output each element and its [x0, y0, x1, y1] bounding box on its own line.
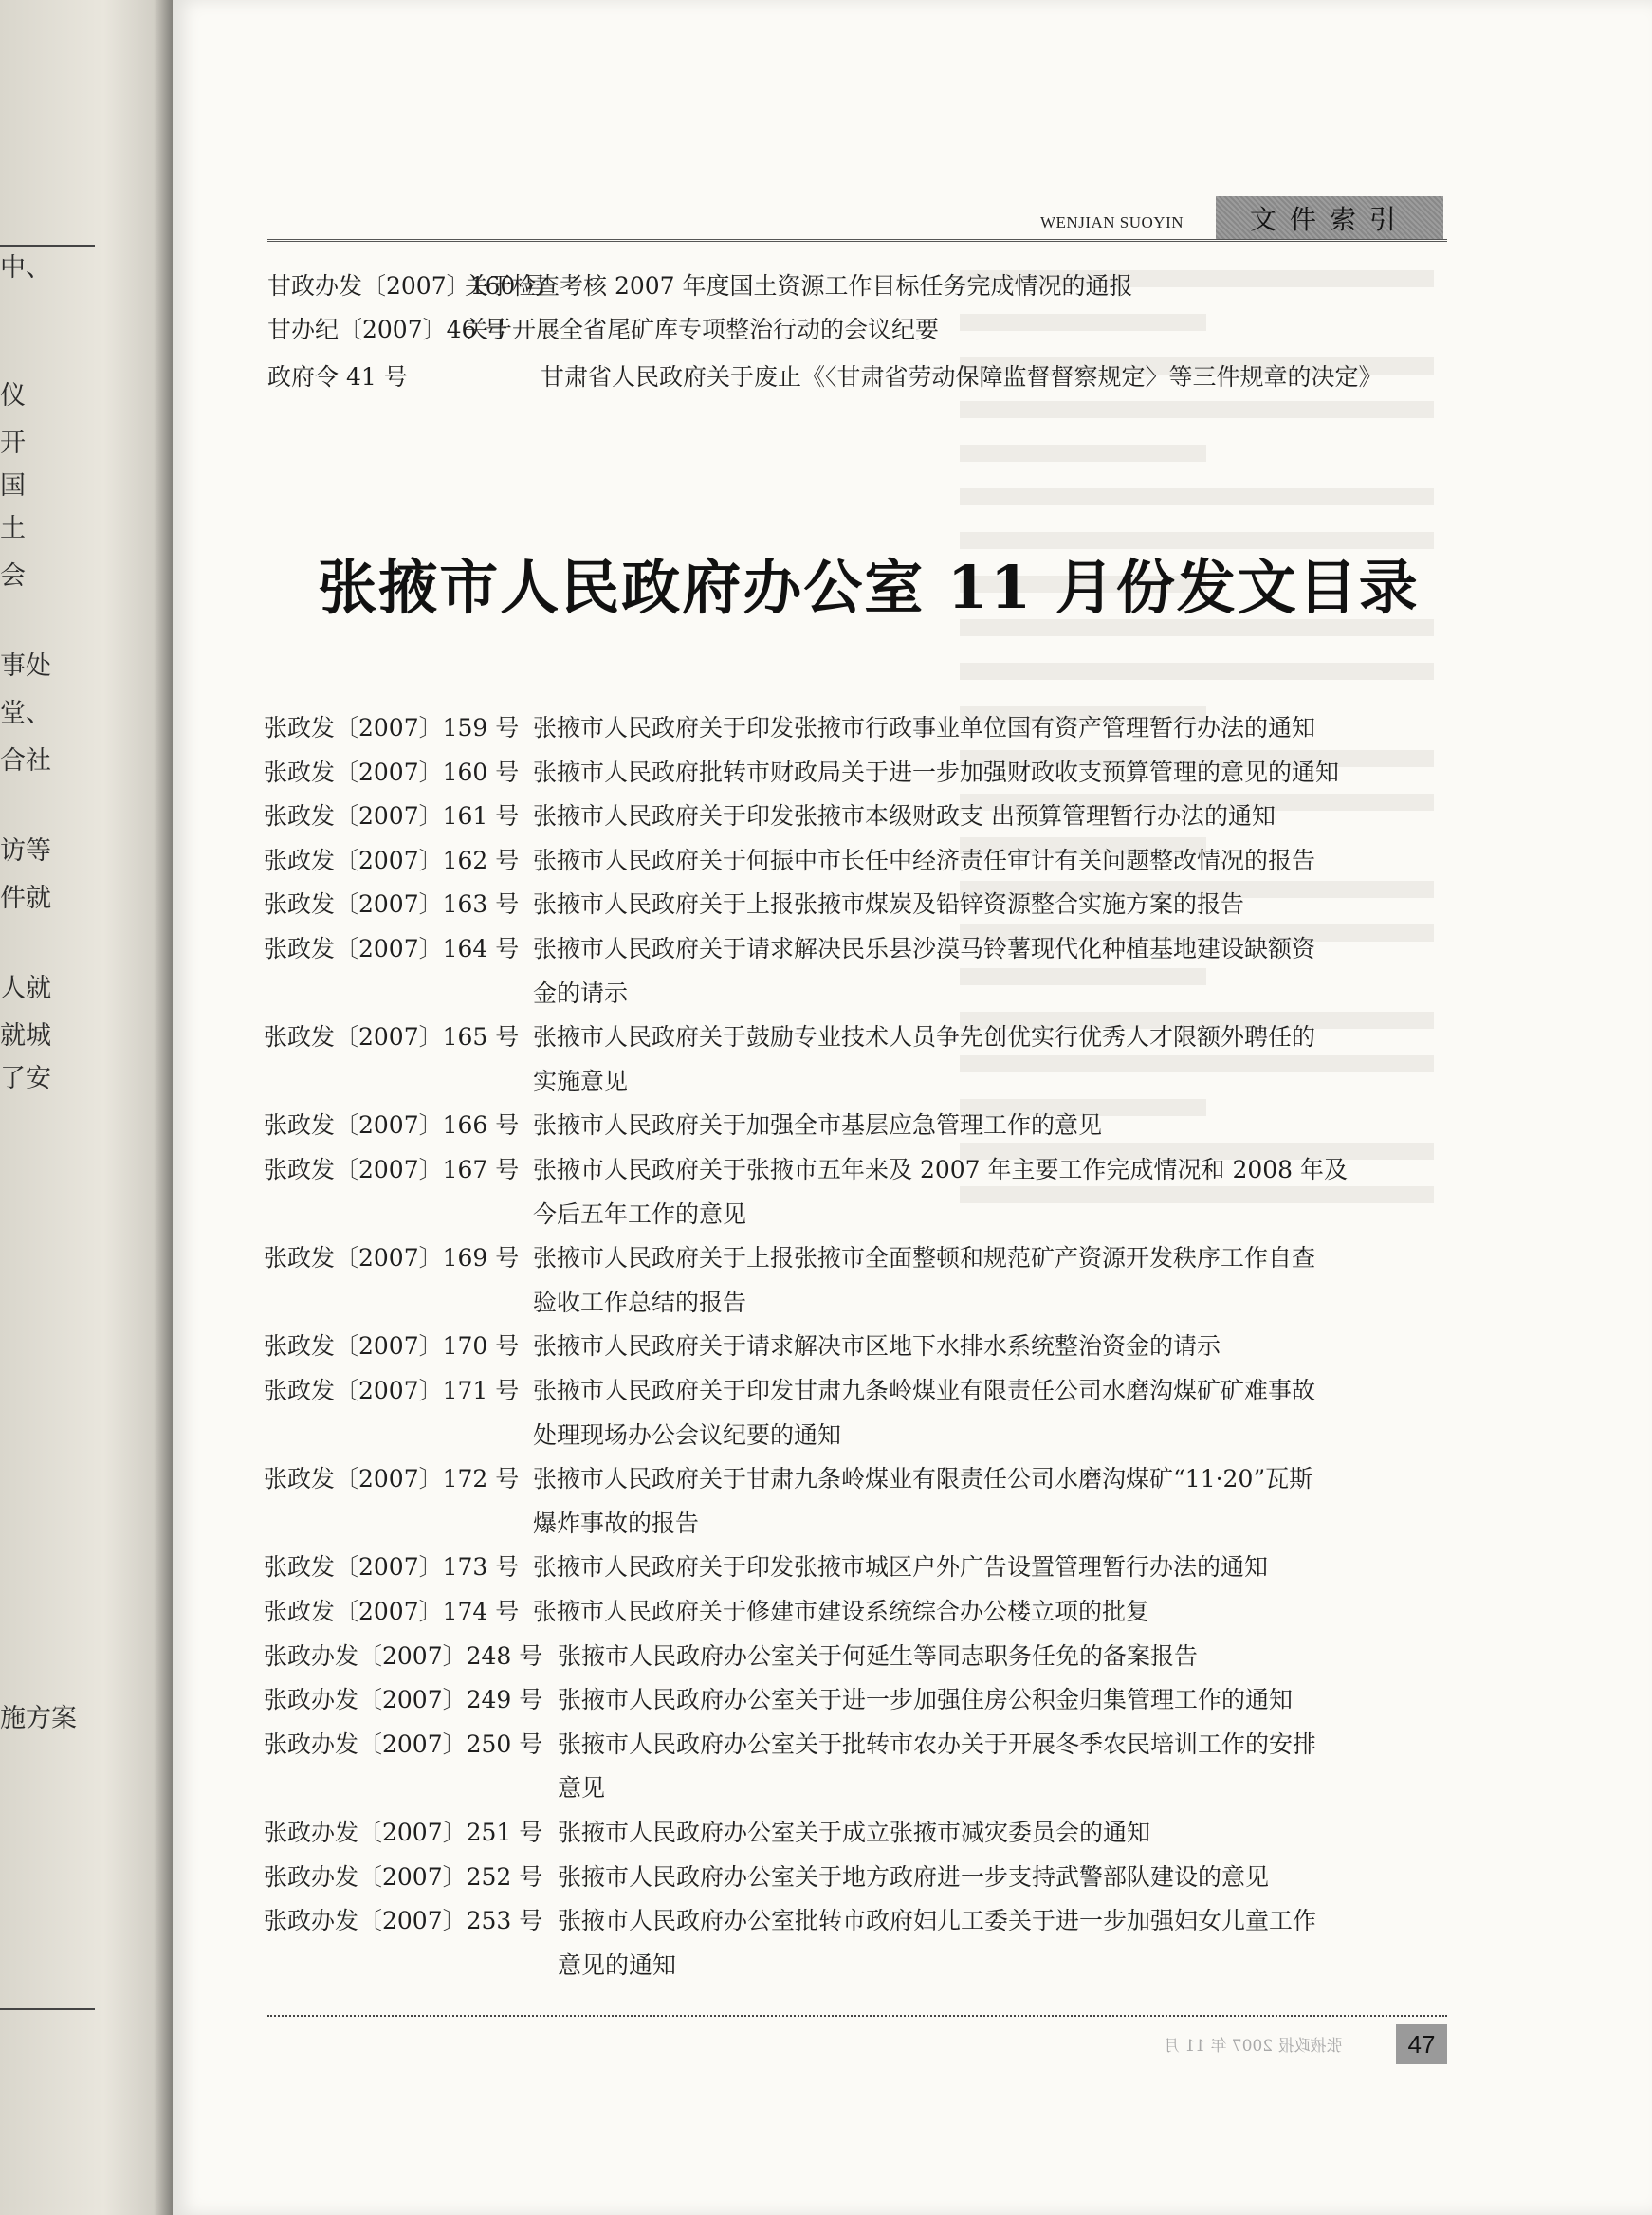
document-title-line: 张掖市人民政府关于印发张掖市行政事业单位国有资产管理暂行办法的通知 — [533, 714, 1316, 741]
header-rule — [267, 239, 1447, 242]
document-title-line: 张掖市人民政府办公室关于成立张掖市减灾委员会的通知 — [558, 1819, 1151, 1846]
previous-page-fragment: 事处 — [0, 651, 51, 681]
previous-page-fragment: 人就 — [0, 974, 51, 1003]
document-title-line: 意见的通知 — [558, 1951, 677, 1979]
document-title-line: 张掖市人民政府关于印发张掖市本级财政支 出预算管理暂行办法的通知 — [533, 802, 1276, 830]
document-title-line: 处理现场办公会议纪要的通知 — [533, 1421, 842, 1449]
document-number: 张政发〔2007〕173 号 — [264, 1553, 520, 1581]
document-title-line: 张掖市人民政府关于加强全市基层应急管理工作的意见 — [533, 1111, 1103, 1139]
footer-rule — [267, 2015, 1447, 2017]
document-title-line: 张掖市人民政府批转市财政局关于进一步加强财政收支预算管理的意见的通知 — [533, 759, 1340, 786]
document-title-line: 张掖市人民政府关于印发张掖市城区户外广告设置管理暂行办法的通知 — [533, 1553, 1269, 1581]
header-latin-title: WENJIAN SUOYIN — [1040, 213, 1184, 231]
document-title-line: 张掖市人民政府办公室批转市政府妇儿工委关于进一步加强妇女儿童工作 — [558, 1907, 1317, 1934]
binding-shadow — [154, 0, 173, 2215]
previous-page-fragment: 国 — [0, 471, 26, 501]
document-number: 张政发〔2007〕161 号 — [264, 802, 520, 830]
document-title-line: 张掖市人民政府办公室关于进一步加强住房公积金归集管理工作的通知 — [558, 1686, 1294, 1713]
bleed-through-line — [960, 1186, 1434, 1203]
top-entry-title: 关于检查考核 2007 年度国土资源工作目标任务完成情况的通报 — [465, 272, 1133, 300]
document-title-line: 张掖市人民政府办公室关于批转市农办关于开展冬季农民培训工作的安排 — [558, 1730, 1317, 1758]
document-title-line: 张掖市人民政府关于请求解决市区地下水排水系统整治资金的请示 — [533, 1332, 1221, 1360]
bleed-through-line — [960, 445, 1206, 462]
previous-page-fragment: 开 — [0, 429, 26, 458]
document-title-line: 张掖市人民政府关于上报张掖市煤炭及铅锌资源整合实施方案的报告 — [533, 890, 1245, 918]
document-number: 张政发〔2007〕160 号 — [264, 759, 520, 786]
previous-page-fragment: 中、 — [0, 253, 51, 283]
document-number: 张政发〔2007〕174 号 — [264, 1598, 520, 1625]
previous-page-fragment: 仪 — [0, 381, 26, 411]
document-number: 张政发〔2007〕170 号 — [264, 1332, 520, 1360]
document-title-line: 金的请示 — [533, 979, 629, 1007]
document-title-line: 张掖市人民政府关于请求解决民乐县沙漠马铃薯现代化种植基地建设缺额资 — [533, 935, 1316, 962]
previous-page-fragment: 施方案 — [0, 1704, 77, 1733]
page-heading: 张掖市人民政府办公室 11 月份发文目录 — [318, 553, 1420, 622]
document-number: 张政发〔2007〕167 号 — [264, 1156, 520, 1183]
previous-page-fragment: 件就 — [0, 884, 51, 913]
bleed-through-line — [960, 1055, 1434, 1072]
previous-page-rule — [0, 2008, 95, 2010]
bleed-through-line — [960, 401, 1434, 418]
document-title-line: 张掖市人民政府关于鼓励专业技术人员争先创优实行优秀人才限额外聘任的 — [533, 1023, 1316, 1051]
document-number: 张政发〔2007〕172 号 — [264, 1465, 520, 1492]
document-title-line: 验收工作总结的报告 — [533, 1289, 747, 1316]
previous-page-fragment: 合社 — [0, 746, 51, 776]
section-tab-label: 文件索引 — [1249, 204, 1409, 235]
top-entry-title: 甘肃省人民政府关于废止《〈甘肃省劳动保障监督督察规定〉等三件规章的决定》 — [541, 363, 1383, 391]
top-entry-number: 甘办纪〔2007〕46 号 — [267, 316, 508, 343]
top-entry-title: 关于开展全省尾矿库专项整治行动的会议纪要 — [465, 316, 940, 343]
document-number: 张政办发〔2007〕253 号 — [264, 1907, 543, 1934]
document-title-line: 张掖市人民政府关于张掖市五年来及 2007 年主要工作完成情况和 2008 年及 — [533, 1156, 1349, 1183]
previous-page-edge — [0, 0, 173, 2215]
document-number: 张政发〔2007〕166 号 — [264, 1111, 520, 1139]
document-number: 张政办发〔2007〕249 号 — [264, 1686, 543, 1713]
page-number-box — [1396, 2024, 1447, 2064]
previous-page-fragment: 堂、 — [0, 699, 51, 728]
top-entry-number: 政府令 41 号 — [267, 363, 408, 391]
document-title-line: 张掖市人民政府关于印发甘肃九条岭煤业有限责任公司水磨沟煤矿矿难事故 — [533, 1377, 1316, 1404]
document-title-line: 张掖市人民政府关于何振中市长任中经济责任审计有关问题整改情况的报告 — [533, 847, 1316, 874]
document-number: 张政办发〔2007〕251 号 — [264, 1819, 543, 1846]
document-page — [173, 0, 1652, 2215]
previous-page-rule — [0, 245, 95, 247]
document-title-line: 意见 — [558, 1774, 606, 1802]
document-number: 张政办发〔2007〕248 号 — [264, 1642, 543, 1670]
document-title-line: 张掖市人民政府办公室关于何延生等同志职务任免的备案报告 — [558, 1642, 1199, 1670]
document-number: 张政办发〔2007〕250 号 — [264, 1730, 543, 1758]
bleed-through-line — [960, 488, 1434, 505]
bleed-through-line — [960, 968, 1206, 985]
document-title-line: 张掖市人民政府关于修建市建设系统综合办公楼立项的批复 — [533, 1598, 1150, 1625]
document-title-line: 今后五年工作的意见 — [533, 1200, 747, 1228]
bleed-through-line — [960, 314, 1206, 331]
previous-page-fragment: 会 — [0, 561, 26, 591]
document-title-line: 实施意见 — [533, 1068, 629, 1095]
previous-page-fragment: 了安 — [0, 1064, 51, 1093]
document-number: 张政发〔2007〕164 号 — [264, 935, 520, 962]
section-tab — [1216, 196, 1443, 240]
document-number: 张政发〔2007〕171 号 — [264, 1377, 520, 1404]
previous-page-fragment: 就城 — [0, 1021, 51, 1051]
previous-page-fragment: 访等 — [0, 836, 51, 866]
document-title-line: 张掖市人民政府办公室关于地方政府进一步支持武警部队建设的意见 — [558, 1863, 1270, 1891]
top-entry-number: 甘政办发〔2007〕160 号 — [267, 272, 547, 300]
document-number: 张政发〔2007〕165 号 — [264, 1023, 520, 1051]
document-number: 张政发〔2007〕159 号 — [264, 714, 520, 741]
previous-page-fragment: 土 — [0, 514, 26, 543]
document-number: 张政发〔2007〕162 号 — [264, 847, 520, 874]
page-number: 47 — [1407, 2029, 1436, 2059]
document-number: 张政发〔2007〕163 号 — [264, 890, 520, 918]
footer-journal: 张掖政报 2007 年 11 月 — [1164, 2037, 1343, 2056]
document-title-line: 爆炸事故的报告 — [533, 1510, 700, 1537]
bleed-through-line — [960, 663, 1434, 680]
document-title-line: 张掖市人民政府关于上报张掖市全面整顿和规范矿产资源开发秩序工作自查 — [533, 1244, 1316, 1272]
document-number: 张政发〔2007〕169 号 — [264, 1244, 520, 1272]
document-title-line: 张掖市人民政府关于甘肃九条岭煤业有限责任公司水磨沟煤矿“11·20”瓦斯 — [533, 1465, 1313, 1492]
document-number: 张政办发〔2007〕252 号 — [264, 1863, 543, 1891]
